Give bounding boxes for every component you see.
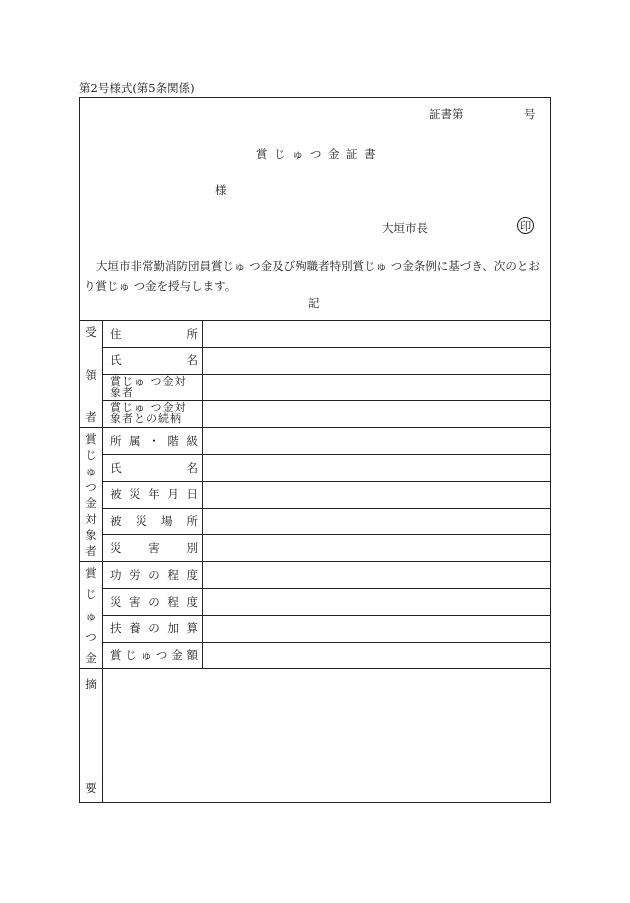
row-value-cell[interactable] [203, 588, 550, 615]
group-label-char: 領 [85, 367, 97, 382]
certificate-number-label: 証書第 [429, 107, 464, 121]
row-label-char: 被 [110, 487, 122, 502]
row-label [110, 374, 198, 398]
row-label-char: 所 [110, 433, 122, 448]
row-label-char: 害 [129, 594, 141, 609]
row-label-char: 功 [110, 567, 122, 582]
row-label-char: 被 [110, 514, 122, 529]
group-label-char: 受 [85, 325, 97, 339]
certificate-title: 賞じゅつ金証書 [256, 147, 382, 161]
group-label [80, 427, 102, 561]
row-label-char: 名 [186, 353, 198, 368]
group-label-char: 者 [85, 544, 97, 559]
group-label-char: ゅ [85, 464, 97, 479]
group-label-char: じ [85, 587, 97, 602]
row-label [110, 588, 198, 615]
row-label-char: 名 [186, 460, 198, 475]
row-label-line: 象者との続柄 [110, 412, 182, 426]
row-label-char: 程 [167, 594, 179, 609]
group-label-char: 象 [85, 528, 97, 543]
row-label-char: 場 [161, 514, 173, 529]
row-label-char: 所 [186, 326, 198, 341]
row-label-char: 程 [167, 567, 179, 582]
certificate-frame [79, 97, 551, 803]
group-label-char: 賞 [85, 566, 97, 581]
row-label-line: 賞じゅ つ金対 [110, 374, 187, 388]
row-label [110, 454, 198, 481]
row-label-char: 階 [167, 433, 179, 448]
row-label [110, 534, 198, 561]
row-label [110, 561, 198, 588]
row-label-char: 養 [129, 621, 141, 636]
row-label-char: 災 [129, 487, 141, 502]
row-label-line: 象者 [110, 385, 134, 399]
row-value-cell[interactable] [203, 374, 550, 401]
row-label-char: 害 [148, 540, 160, 555]
row-value-cell[interactable] [203, 615, 550, 642]
group-label-char: じ [85, 448, 97, 463]
row-label [110, 481, 198, 508]
row-label-char: 属 [129, 433, 141, 448]
row-label-char: 賞 [110, 648, 122, 663]
row-value-cell[interactable] [203, 454, 550, 481]
group-label-char: 者 [85, 410, 97, 425]
row-label-char: じ [125, 648, 137, 663]
row-label-char: 氏 [110, 353, 122, 368]
row-value-cell[interactable] [203, 642, 550, 669]
row-label-char: 金 [171, 648, 183, 663]
row-label [110, 400, 198, 424]
row-value-cell[interactable] [203, 534, 550, 561]
ki-heading: 記 [308, 296, 320, 310]
group-label-char: ゅ [85, 608, 97, 623]
group-label-char: つ [85, 480, 97, 495]
row-label-char: の [148, 594, 160, 609]
row-label [110, 347, 198, 374]
row-label-char: 別 [186, 540, 198, 555]
row-label-char: 災 [135, 514, 147, 529]
row-value-cell[interactable] [203, 427, 550, 454]
row-label-char: 労 [129, 567, 141, 582]
row-label-char: 扶 [110, 621, 122, 636]
row-label-char: 度 [186, 567, 198, 582]
row-label-char: 氏 [110, 460, 122, 475]
row-label-char: 災 [110, 540, 122, 555]
row-label [110, 642, 198, 669]
certificate-number-suffix: 号 [524, 107, 536, 121]
row-label [110, 508, 198, 535]
group-label-char: 金 [85, 651, 97, 666]
row-label-char: 年 [148, 487, 160, 502]
row-value-cell[interactable] [203, 320, 550, 347]
row-label [110, 615, 198, 642]
row-label-char: 住 [110, 326, 122, 341]
certificate-body-text: 大垣市非常勤消防団員賞じゅ つ金及び殉職者特別賞じゅ つ金条例に基づき、次のとおり賞じゅ つ金を授与します。 [84, 259, 540, 293]
group-label-char: 摘 [85, 677, 97, 692]
group-label-char: 対 [85, 512, 97, 527]
row-label-char: の [148, 567, 160, 582]
row-value-cell[interactable] [203, 481, 550, 508]
group-label [80, 320, 102, 427]
row-label-line: 賞じゅ つ金対 [110, 401, 187, 415]
row-label [110, 320, 198, 347]
certificate-header [80, 98, 550, 320]
row-label-char: 日 [186, 487, 198, 502]
row-label [110, 427, 198, 454]
row-label-char: 額 [186, 648, 198, 663]
group-label [80, 561, 102, 668]
group-label-char: 要 [85, 780, 97, 795]
row-label-char: ゅ [140, 648, 153, 663]
row-value-cell[interactable] [203, 508, 550, 535]
row-label-char: 所 [186, 514, 198, 529]
row-value-cell[interactable] [203, 400, 550, 427]
remarks-field[interactable] [103, 669, 550, 801]
certificate-table [80, 320, 550, 802]
row-label-char: つ [155, 648, 168, 663]
row-label-char: 算 [186, 621, 198, 636]
group-label-char: 金 [85, 496, 97, 511]
recipient-honorific: 様 [215, 183, 227, 197]
row-label-char: ・ [148, 433, 160, 448]
row-label-char: 加 [167, 621, 179, 636]
group-label-char: 賞 [85, 432, 97, 447]
row-label-char: の [148, 621, 160, 636]
issuer-mayor: 大垣市長 [382, 221, 428, 235]
row-label-char: 級 [186, 433, 198, 448]
form-caption: 第2号様式(第5条関係) [79, 81, 195, 95]
row-label-char: 月 [167, 487, 179, 502]
group-label [80, 668, 102, 802]
row-value-cell[interactable] [203, 347, 550, 374]
row-label-char: 度 [186, 594, 198, 609]
group-label-char: つ [85, 630, 97, 645]
seal-mark: 印 [517, 217, 534, 234]
row-label-char: 災 [110, 594, 122, 609]
row-value-cell[interactable] [203, 561, 550, 588]
